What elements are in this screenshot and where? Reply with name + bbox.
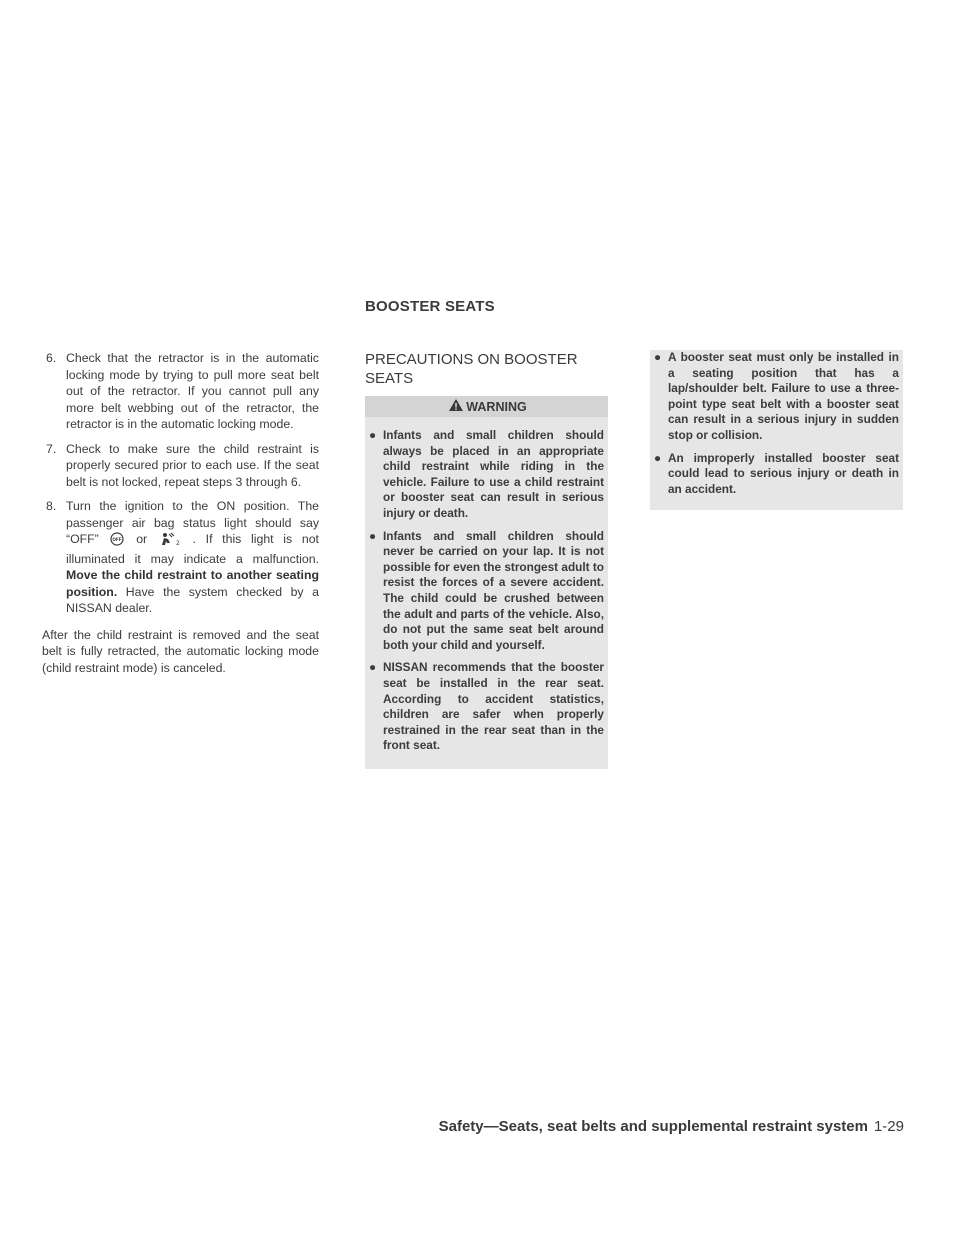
section-title: BOOSTER SEATS: [365, 298, 495, 315]
step-8-or: or: [136, 532, 148, 546]
warning-box: [365, 417, 608, 769]
bullet: ●: [369, 528, 377, 543]
step-8-bold: Move the child restraint to another seating position.: [66, 568, 319, 599]
page-footer: [439, 1118, 904, 1135]
subsection-title: PRECAUTIONS ON BOOSTER SEATS: [365, 351, 578, 387]
bullet: ●: [654, 450, 662, 465]
warning-text: A booster seat must only be installed in a seating position that has a lap/shoulder belt. Failure to use a three-point type seat belt with a booster seat can result in a serious injury in sudden stop or collision.: [668, 350, 899, 442]
warning-header: [365, 396, 608, 417]
warning-label: WARNING: [466, 399, 527, 414]
step-8: [42, 498, 319, 617]
step-6: [42, 350, 319, 433]
middle-column: [365, 350, 608, 769]
airbag-off-icon: [110, 532, 124, 551]
step-text: Check to make sure the child restraint is properly secured prior to each use. If the seat belt is not locked, repeat steps 3 through 6.: [66, 441, 319, 489]
step-text: [62, 498, 319, 617]
bullet: ●: [654, 350, 662, 364]
paragraph: After the child restraint is removed and the seat belt is fully retracted, the automatic locking mode (child restraint mode) is canceled.: [42, 627, 319, 675]
step-8-text-a: Turn the ignition to the ON position. The passenger air bag status light should say “OFF”: [66, 499, 319, 546]
airbag-off-icon-label: OFF: [112, 537, 123, 542]
step-number: 6.: [46, 351, 57, 365]
warning-item: [654, 350, 899, 444]
right-column-warning: [650, 350, 903, 510]
footer-title: Safety—Seats, seat belts and supplemental restraint system: [438, 1118, 868, 1135]
step-7: [42, 441, 319, 491]
step-8-text-b: . If this light is not illuminated it may indicate a malfunction.: [66, 532, 319, 566]
warning-text: An improperly installed booster seat could lead to serious injury or death in an accident.: [668, 450, 899, 496]
warning-item: [654, 451, 899, 498]
warning-text: NISSAN recommends that the booster seat be installed in the rear seat. According to accident statistics, children are safer when properly restrained in the rear seat than in the front seat.: [383, 660, 604, 753]
page-number: 1-29: [873, 1118, 904, 1135]
warning-item: [369, 660, 604, 754]
warning-text: Infants and small children should never be carried on your lap. It is not possible for even the strongest adult to resist the forces of a severe accident. The child could be crushed between the adult and parts of the vehicle. Also, do not put the same seat belt around both your child and yourself.: [383, 528, 604, 652]
warning-item: [369, 529, 604, 654]
bullet: ●: [369, 660, 377, 675]
step-8-text-c: Have the system checked by a NISSAN dealer.: [66, 584, 319, 615]
passenger-airbag-off-icon: [159, 532, 181, 551]
step-number: 7.: [46, 441, 57, 456]
left-column: [42, 350, 319, 676]
bullet: ●: [369, 428, 377, 442]
step-number: 8.: [46, 499, 57, 513]
svg-text:2: 2: [175, 540, 180, 546]
warning-text: Infants and small children should always be placed in an appropriate child restraint while riding in the vehicle. Failure to use a child restraint or booster seat can result in serious injury or death.: [383, 428, 604, 520]
warning-icon: [448, 398, 464, 415]
warning-item: [369, 428, 604, 522]
step-text: Check that the retractor is in the automatic locking mode by trying to pull more seat belt out of the retractor. If you cannot pull any more belt webbing out of the retractor, the retractor is in the automatic locking mode.: [66, 351, 319, 431]
